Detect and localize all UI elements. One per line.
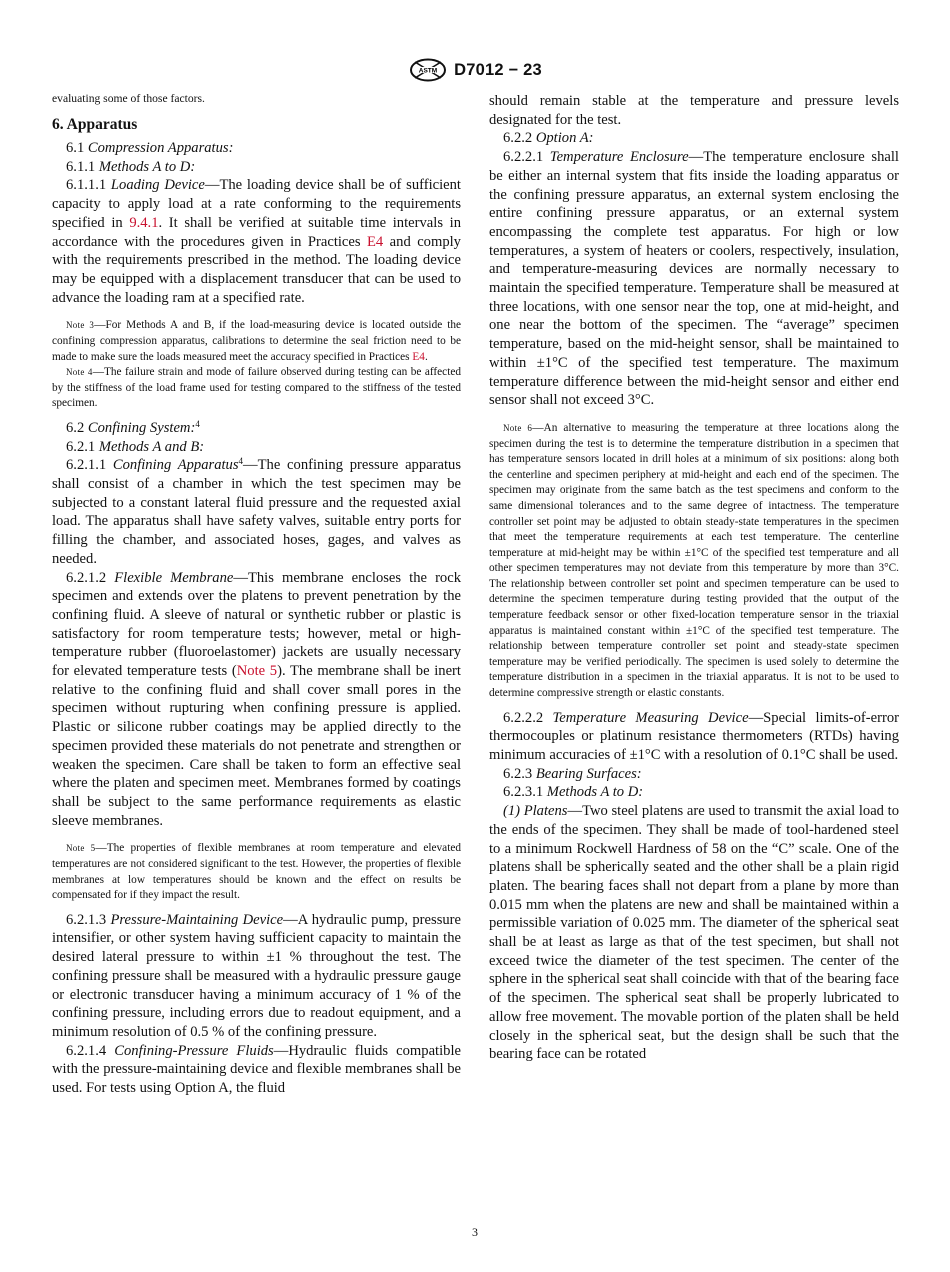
clause-6-2-2-2: 6.2.2.2 Temperature Measuring Device—Special limits-of-error thermocouples or platinum resistance thermometers (RTDs) having minimum accuracies of ±1°C with a resolution of 0.1°C shall be used. [489, 709, 899, 764]
page-number: 3 [472, 1225, 478, 1239]
clause-6-2-1-1: 6.2.1.1 Confining Apparatus$^4$—The confining pressure apparatus shall consist of a chamber in which the test specimen may be subjected to a constant lateral fluid pressure and the requested axial load. The apparatus shall have safety valves, suitable entry ports for filling the chamber, and associated hoses, gages, and valves as needed. [52, 456, 461, 567]
intro-continuation: evaluating some of those factors. [52, 92, 205, 105]
clause-6-2-3: 6.2.3 Bearing Surfaces: [503, 765, 642, 782]
platens-paragraph: (1) Platens—Two steel platens are used to transmit the axial load to the ends of the specimen. They shall be made of tool-hardened steel to a minimum Rockwell Hardness of 58 on the “C” scale. One of the platens shall be spherically seated and the other shall be a plain rigid platen. The bearing faces shall not depart from a plane by more than 0.015 mm when the platens are new and shall be maintained within a permissible variation of 0.025 mm. The diameter of the spherical seat shall be at least as large as that of the test specimen, but shall not exceed twice the diameter of the test specimen. The center of the sphere in the spherical seat shall coincide with that of the bearing face of the specimen. The spherical seat shall be properly lubricated to allow free movement. The movable portion of the platen shall be held closely in the spherical seat, but the design shall be such that the bearing face can be rotated [489, 803, 899, 1063]
clause-6-2-2: 6.2.2 Option A: [503, 130, 594, 147]
link-9-4-1[interactable]: 9.4.1 [129, 214, 159, 231]
clause-6-1-1: 6.1.1 Methods A to D: [66, 158, 196, 175]
link-note-5[interactable]: Note 5 [236, 663, 278, 680]
continuation-paragraph: should remain stable at the temperature and pressure levels designated for the test. [489, 93, 899, 128]
clause-6-1-1-1: 6.1.1.1 Loading Device—The loading device shall be of sufficient capacity to apply load at a rate conforming to the requirements specified in 9.4.1. It shall be verified at suitable time intervals in accordance with the procedures given in Practices E4 and comply with the requirements prescribed in the method. The loading device may be equipped with a displacement transducer that can be used to advance the loading ram at a specified rate. [52, 177, 461, 306]
left-column [52, 92, 461, 1098]
clause-6-2-1-3: 6.2.1.3 Pressure-Maintaining Device—A hydraulic pump, pressure intensifier, or other system having sufficient capacity to maintain the desired lateral pressure to within ±1 % throughout the test. The confining pressure shall be measured with a hydraulic pressure gauge or electronic transducer having a minimum accuracy of 1 % of the confining pressure, including errors due to readout equipment, and a minimum resolution of 0.5 % of the confining pressure. [52, 911, 462, 1040]
clause-6-2-1: 6.2.1 Methods A and B: [66, 438, 205, 455]
clause-6-1: 6.1 Compression Apparatus: [66, 140, 234, 156]
document-number: D7012 − 23 [454, 60, 542, 79]
note-6: Note 6—An alternative to measuring the temperature at three locations along the specimen during the test is to determine the temperature distribution in a specimen that has temperature sensors located in drill holes at a minimum of six positions: along both the centerline and specimen periphery at mid-height and each end of the specimen. The specimen may originate from the same batch as the test specimens and conform to the same dimensional tolerances and to the same degree of intactness. The temperature controller set point may be adjusted to obtain steady-state temperatures in the specimen that meet the temperature requirements at each test temperature. The centerline temperature at mid-height may be within ±1°C of the specified test temperature and all other specimen temperatures may not deviate from this temperature by more than 3°C. The relationship between controller set point and specimen temperature can be used to determine the specimen temperature during testing provided that the output of the temperature feedback sensor or other fixed-location temperature sensor in the triaxial apparatus is maintained constant within ±1°C of the specified test temperature. The relationship between temperature controller set point and steady-state specimen temperature may be verified periodically. The specimen is used solely to determine the temperature distribution in a specimen in the triaxial apparatus. It is not to be used to determine compressive strength or elastic constants. [489, 421, 899, 700]
page-header [0, 57, 950, 83]
right-column [489, 92, 899, 1064]
note-4: Note 4—The failure strain and mode of failure observed during testing can be affected by the stiffness of the load frame used for testing compared to the stiffness of the tested specimen. [52, 366, 462, 410]
link-e4-note[interactable]: E4 [412, 350, 425, 363]
astm-logo-icon [408, 58, 448, 82]
link-e4[interactable]: E4 [367, 233, 384, 250]
note-3: Note 3—For Methods A and B, if the load-measuring device is located outside the confining compression apparatus, calibrations to determine the seal friction need to be made to make sure the loads measured meet the accuracy specified in Practices E4. [52, 319, 461, 363]
note-5: Note 5—The properties of flexible membranes at room temperature and elevated temperatures are not considered significant to the test. However, the properties of flexible membranes at low temperatures should be known and the effect on results be compensated for if they impact the result. [52, 842, 461, 902]
clause-6-2-3-1: 6.2.3.1 Methods A to D: [503, 784, 644, 801]
svg-text:ASTM: ASTM [418, 67, 438, 75]
clause-6-2: 6.2 Confining System:$^4$ [66, 418, 200, 436]
clause-6-2-1-4: 6.2.1.4 Confining-Pressure Fluids—Hydraulic fluids compatible with the pressure-maintaining device and flexible membranes shall be used. For tests using Option A, the fluid [52, 1042, 461, 1097]
section-title: 6. Apparatus [52, 116, 138, 133]
clause-6-2-1-2: 6.2.1.2 Flexible Membrane—This membrane encloses the rock specimen and extends over the platens to prevent penetration by the confining fluid. A sleeve of natural or synthetic rubber or plastic is satisfactory for room temperature tests; however, metal or high-temperature rubber (fluoroelastomer) jackets are usually necessary for elevated temperature tests (Note 5). The membrane shall be inert relative to the confining fluid and shall cover small pores in the specimen without rupturing when confining pressure is applied. Plastic or silicone rubber coatings may be applied directly to the specimen provided these materials do not penetrate and strengthen or weaken the specimen. Care shall be taken to form an effective seal where the platen and specimen meet. Membranes formed by coatings shall be subject to the same performance requirements as elastic sleeve membranes. [52, 569, 461, 829]
clause-6-2-2-1: 6.2.2.1 Temperature Enclosure—The temperature enclosure shall be either an internal system that fits inside the loading apparatus or the confining pressure apparatus, an external system enclosing the entire confining pressure apparatus, or an external system encompassing the complete test apparatus. For high or low temperatures, a system of heaters or coolers, respectively, insulation, and temperature-measuring devices are normally necessary to maintain the specified temperature. Temperature shall be measured at three locations, with one sensor near the top, one at mid-height, and one near the bottom of the specimen. The “average” specimen temperature, based on the mid-height sensor, shall be maintained to within ±1°C of the specified test temperature. The maximum temperature difference between the mid-height sensor and either end sensor shall not exceed 3°C. [489, 149, 899, 409]
